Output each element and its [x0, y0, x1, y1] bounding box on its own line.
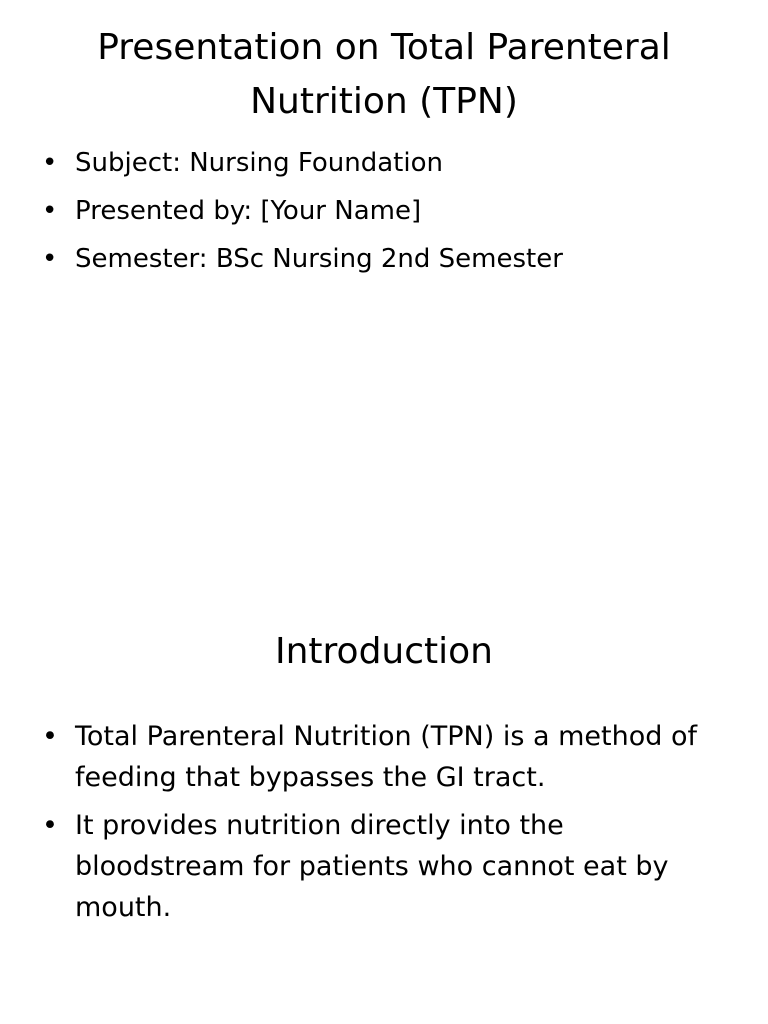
bullet-text: It provides nutrition directly into the bloodstream for patients who cannot eat by mouth.	[75, 810, 669, 923]
bullet-list	[42, 139, 732, 283]
slide-title: Introduction	[274, 631, 493, 672]
bullet-text: Total Parenteral Nutrition (TPN) is a method of feeding that bypasses the GI tract.	[75, 721, 697, 793]
slide-title: Presentation on Total Parenteral Nutrition (TPN)	[97, 27, 671, 122]
bullet-icon: •	[42, 196, 58, 226]
bullet-text: Subject: Nursing Foundation	[75, 148, 443, 178]
bullet-icon: •	[42, 244, 58, 274]
bullet-item-presenter	[42, 187, 732, 235]
bullet-list	[42, 716, 732, 935]
bullet-text: Presented by: [Your Name]	[75, 196, 422, 226]
bullet-item-subject	[42, 139, 732, 187]
bullet-item-semester	[42, 235, 732, 283]
bullet-icon: •	[42, 148, 58, 178]
bullet-item-purpose	[42, 805, 732, 928]
bullet-icon: •	[42, 810, 58, 841]
slide-introduction	[0, 512, 768, 1024]
bullet-icon: •	[42, 721, 58, 752]
bullet-text: Semester: BSc Nursing 2nd Semester	[75, 244, 563, 274]
bullet-item-definition	[42, 716, 732, 798]
